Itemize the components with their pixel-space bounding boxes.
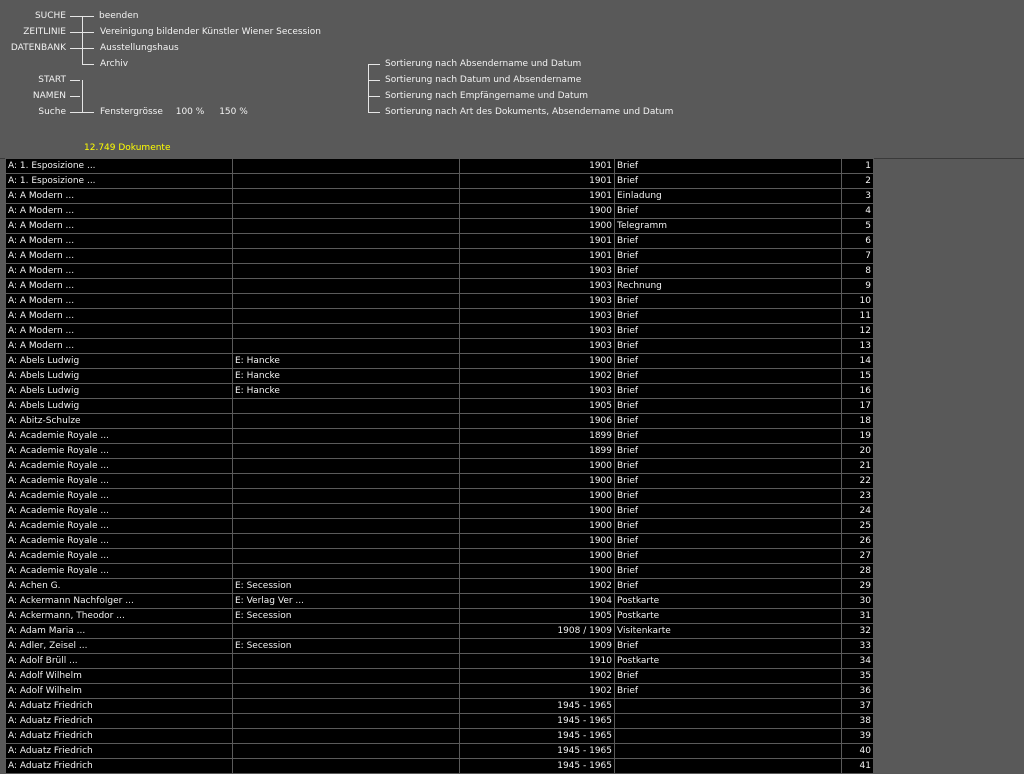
cell-art: Einladung [615,189,842,204]
cell-art: Brief [615,369,842,384]
cell-art: Brief [615,474,842,489]
table-row[interactable] [6,759,874,774]
cell-empfaenger: E: Hancke [233,369,460,384]
cell-art: Postkarte [615,654,842,669]
cell-nummer: 28 [842,564,874,579]
vereinigung-link[interactable]: Vereinigung bildender Künstler Wiener Secession [100,27,321,37]
cell-art: Brief [615,204,842,219]
table-row[interactable] [6,564,874,579]
cell-empfaenger [233,219,460,234]
cell-nummer: 40 [842,744,874,759]
cell-empfaenger [233,189,460,204]
cell-empfaenger [233,669,460,684]
sort-connector [368,112,380,113]
connector-line [82,80,83,112]
cell-nummer: 35 [842,669,874,684]
cell-datum: 1903 [460,339,615,354]
results-table-container [5,158,871,771]
sort-connector [368,96,380,97]
table-row[interactable] [6,174,874,189]
cell-datum: 1902 [460,684,615,699]
nav-namen[interactable]: NAMEN [32,91,66,101]
cell-datum: 1900 [460,354,615,369]
table-row[interactable] [6,204,874,219]
cell-datum: 1901 [460,234,615,249]
table-row[interactable] [6,594,874,609]
results-table [5,158,874,774]
cell-nummer: 2 [842,174,874,189]
fenstergroesse-text: Fenstergrösse [100,107,163,117]
table-row[interactable] [6,339,874,354]
cell-art: Brief [615,414,842,429]
table-row[interactable] [6,249,874,264]
cell-nummer: 39 [842,729,874,744]
sort-connector [368,80,380,81]
cell-absender[interactable]: A: A Modern ... [6,249,233,264]
cell-absender[interactable]: A: A Modern ... [6,324,233,339]
cell-datum: 1909 [460,639,615,654]
cell-absender[interactable]: A: A Modern ... [6,279,233,294]
cell-absender[interactable]: A: Adolf Wilhelm [6,669,233,684]
cell-datum: 1900 [460,519,615,534]
cell-art: Brief [615,444,842,459]
cell-nummer: 32 [842,624,874,639]
table-row[interactable] [6,459,874,474]
cell-empfaenger [233,474,460,489]
cell-nummer: 25 [842,519,874,534]
table-row[interactable] [6,159,874,174]
table-row[interactable] [6,579,874,594]
table-row[interactable] [6,399,874,414]
cell-datum: 1901 [460,174,615,189]
cell-art: Postkarte [615,594,842,609]
fenstergroesse-label [100,106,248,118]
table-row[interactable] [6,519,874,534]
table-row[interactable] [6,729,874,744]
connector-line [70,80,80,81]
sort-connector [368,64,380,65]
cell-empfaenger [233,534,460,549]
cell-empfaenger [233,699,460,714]
table-row[interactable] [6,384,874,399]
cell-art [615,714,842,729]
cell-datum: 1903 [460,324,615,339]
cell-empfaenger [233,444,460,459]
cell-art [615,759,842,774]
cell-datum: 1900 [460,549,615,564]
cell-nummer: 38 [842,714,874,729]
table-row[interactable] [6,414,874,429]
cell-nummer: 1 [842,159,874,174]
cell-nummer: 27 [842,549,874,564]
cell-art: Rechnung [615,279,842,294]
cell-absender[interactable]: A: Academie Royale ... [6,474,233,489]
cell-absender[interactable]: A: Achen G. [6,579,233,594]
cell-nummer: 16 [842,384,874,399]
cell-datum: 1902 [460,579,615,594]
cell-absender[interactable]: A: Abitz-Schulze [6,414,233,429]
cell-empfaenger [233,684,460,699]
cell-absender[interactable]: A: A Modern ... [6,294,233,309]
table-row[interactable] [6,504,874,519]
connector-line [82,64,94,65]
table-row[interactable] [6,489,874,504]
cell-nummer: 6 [842,234,874,249]
cell-datum: 1908 / 1909 [460,624,615,639]
cell-absender[interactable]: A: Abels Ludwig [6,399,233,414]
cell-art [615,699,842,714]
cell-empfaenger [233,294,460,309]
sort-datum-absender[interactable]: Sortierung nach Datum und Absendername [385,75,582,85]
cell-empfaenger: E: Secession [233,609,460,624]
cell-datum: 1901 [460,189,615,204]
cell-absender[interactable]: A: A Modern ... [6,234,233,249]
cell-absender[interactable]: A: A Modern ... [6,264,233,279]
cell-absender[interactable]: A: Academie Royale ... [6,564,233,579]
cell-art: Postkarte [615,609,842,624]
cell-nummer: 12 [842,324,874,339]
cell-art: Brief [615,399,842,414]
cell-datum: 1902 [460,669,615,684]
cell-datum: 1899 [460,444,615,459]
cell-absender[interactable]: A: A Modern ... [6,189,233,204]
cell-datum: 1945 - 1965 [460,729,615,744]
document-count: 12.749 Dokumente [84,143,171,153]
cell-nummer: 33 [842,639,874,654]
table-row[interactable] [6,279,874,294]
cell-nummer: 3 [842,189,874,204]
table-row[interactable] [6,534,874,549]
cell-art: Brief [615,384,842,399]
cell-empfaenger [233,429,460,444]
cell-nummer: 41 [842,759,874,774]
cell-absender[interactable]: A: Academie Royale ... [6,444,233,459]
cell-nummer: 36 [842,684,874,699]
beenden-link[interactable]: beenden [99,11,139,21]
cell-datum: 1945 - 1965 [460,699,615,714]
cell-empfaenger [233,714,460,729]
cell-datum: 1945 - 1965 [460,714,615,729]
cell-datum: 1900 [460,564,615,579]
cell-empfaenger: E: Hancke [233,384,460,399]
cell-nummer: 18 [842,414,874,429]
results-body [6,159,874,774]
cell-empfaenger [233,414,460,429]
table-row[interactable] [6,654,874,669]
cell-datum: 1904 [460,594,615,609]
cell-absender[interactable]: A: A Modern ... [6,219,233,234]
cell-empfaenger [233,759,460,774]
cell-empfaenger [233,504,460,519]
cell-datum: 1900 [460,504,615,519]
table-row[interactable] [6,549,874,564]
cell-art: Brief [615,234,842,249]
table-row[interactable] [6,354,874,369]
cell-datum: 1905 [460,609,615,624]
cell-nummer: 23 [842,489,874,504]
cell-nummer: 17 [842,399,874,414]
table-row[interactable] [6,429,874,444]
cell-nummer: 8 [842,264,874,279]
cell-nummer: 31 [842,609,874,624]
connector-line [70,32,94,33]
cell-art: Brief [615,354,842,369]
cell-art: Brief [615,489,842,504]
cell-empfaenger [233,159,460,174]
nav-suche-link[interactable]: Suche [38,107,66,117]
table-row[interactable] [6,669,874,684]
cell-art [615,729,842,744]
cell-datum: 1906 [460,414,615,429]
cell-datum: 1900 [460,459,615,474]
cell-nummer: 15 [842,369,874,384]
cell-art: Brief [615,669,842,684]
table-row[interactable] [6,684,874,699]
cell-art: Telegramm [615,219,842,234]
table-row[interactable] [6,234,874,249]
zoom-100-button[interactable]: 100 % [175,107,205,117]
cell-absender[interactable]: A: Academie Royale ... [6,534,233,549]
cell-nummer: 30 [842,594,874,609]
archiv-link[interactable]: Archiv [100,59,129,69]
cell-empfaenger [233,489,460,504]
ausstellungshaus-link[interactable]: Ausstellungshaus [100,43,179,53]
cell-datum: 1903 [460,264,615,279]
cell-empfaenger: E: Secession [233,579,460,594]
cell-absender[interactable]: A: Aduatz Friedrich [6,729,233,744]
cell-art: Brief [615,504,842,519]
connector-line [82,16,83,64]
cell-empfaenger [233,249,460,264]
cell-absender[interactable]: A: A Modern ... [6,204,233,219]
cell-empfaenger [233,309,460,324]
table-row[interactable] [6,294,874,309]
cell-absender[interactable]: A: Adolf Wilhelm [6,684,233,699]
cell-datum: 1900 [460,219,615,234]
cell-art: Brief [615,309,842,324]
cell-empfaenger [233,519,460,534]
cell-art: Brief [615,159,842,174]
cell-nummer: 11 [842,309,874,324]
cell-datum: 1910 [460,654,615,669]
cell-nummer: 13 [842,339,874,354]
cell-empfaenger [233,339,460,354]
connector-line [70,96,80,97]
cell-absender[interactable]: A: Academie Royale ... [6,429,233,444]
table-row[interactable] [6,624,874,639]
cell-absender[interactable]: A: Academie Royale ... [6,489,233,504]
cell-empfaenger [233,174,460,189]
cell-empfaenger: E: Verlag Ver ... [233,594,460,609]
cell-nummer: 37 [842,699,874,714]
table-row[interactable] [6,744,874,759]
table-row[interactable] [6,639,874,654]
cell-empfaenger [233,564,460,579]
cell-empfaenger [233,729,460,744]
cell-nummer: 10 [842,294,874,309]
cell-nummer: 14 [842,354,874,369]
cell-datum: 1900 [460,489,615,504]
cell-empfaenger [233,654,460,669]
cell-empfaenger [233,549,460,564]
cell-absender[interactable]: A: Abels Ludwig [6,384,233,399]
sort-art-absender-datum[interactable]: Sortierung nach Art des Dokuments, Absendername und Datum [385,107,674,117]
cell-nummer: 20 [842,444,874,459]
zoom-150-button[interactable]: 150 % [219,107,248,117]
nav-suche[interactable]: SUCHE [34,11,66,21]
sort-connector [368,64,369,112]
cell-art: Brief [615,294,842,309]
cell-empfaenger [233,204,460,219]
connector-line [70,112,94,113]
nav-start[interactable]: START [38,75,66,85]
cell-art: Brief [615,684,842,699]
cell-art: Brief [615,519,842,534]
cell-absender[interactable]: A: Academie Royale ... [6,504,233,519]
cell-absender[interactable]: A: Academie Royale ... [6,549,233,564]
cell-absender[interactable]: A: Aduatz Friedrich [6,699,233,714]
cell-absender[interactable]: A: A Modern ... [6,309,233,324]
cell-nummer: 34 [842,654,874,669]
table-row[interactable] [6,369,874,384]
cell-art: Brief [615,429,842,444]
cell-absender[interactable]: A: A Modern ... [6,339,233,354]
cell-absender[interactable]: A: Adam Maria ... [6,624,233,639]
cell-art [615,744,842,759]
cell-absender[interactable]: A: Aduatz Friedrich [6,714,233,729]
cell-empfaenger: E: Secession [233,639,460,654]
cell-absender[interactable]: A: Ackermann, Theodor ... [6,609,233,624]
cell-art: Brief [615,324,842,339]
cell-datum: 1901 [460,249,615,264]
cell-nummer: 29 [842,579,874,594]
cell-datum: 1900 [460,474,615,489]
cell-absender[interactable]: A: Academie Royale ... [6,459,233,474]
cell-art: Brief [615,639,842,654]
cell-absender[interactable]: A: Adolf Brüll ... [6,654,233,669]
cell-datum: 1903 [460,279,615,294]
cell-art: Brief [615,459,842,474]
cell-datum: 1903 [460,309,615,324]
cell-absender[interactable]: A: Abels Ludwig [6,354,233,369]
connector-line [70,48,94,49]
cell-absender[interactable]: A: 1. Esposizione ... [6,159,233,174]
table-row[interactable] [6,219,874,234]
cell-datum: 1945 - 1965 [460,759,615,774]
cell-art: Brief [615,579,842,594]
table-row[interactable] [6,699,874,714]
cell-nummer: 7 [842,249,874,264]
cell-art: Visitenkarte [615,624,842,639]
cell-empfaenger [233,459,460,474]
cell-art: Brief [615,339,842,354]
cell-art: Brief [615,549,842,564]
table-row[interactable] [6,309,874,324]
cell-nummer: 26 [842,534,874,549]
cell-empfaenger [233,744,460,759]
cell-datum: 1901 [460,159,615,174]
cell-art: Brief [615,534,842,549]
cell-datum: 1900 [460,204,615,219]
table-row[interactable] [6,189,874,204]
cell-absender[interactable]: A: 1. Esposizione ... [6,174,233,189]
nav-zeitlinie[interactable]: ZEITLINIE [23,27,66,37]
nav-datenbank[interactable]: DATENBANK [10,43,66,53]
cell-datum: 1900 [460,534,615,549]
cell-nummer: 24 [842,504,874,519]
cell-datum: 1903 [460,384,615,399]
cell-empfaenger [233,324,460,339]
cell-empfaenger [233,624,460,639]
cell-datum: 1903 [460,294,615,309]
cell-datum: 1902 [460,369,615,384]
table-row[interactable] [6,264,874,279]
cell-empfaenger [233,234,460,249]
table-row[interactable] [6,324,874,339]
cell-empfaenger: E: Hancke [233,354,460,369]
cell-nummer: 4 [842,204,874,219]
cell-art: Brief [615,264,842,279]
cell-absender[interactable]: A: Aduatz Friedrich [6,759,233,774]
cell-nummer: 21 [842,459,874,474]
cell-art: Brief [615,564,842,579]
cell-datum: 1945 - 1965 [460,744,615,759]
cell-art: Brief [615,249,842,264]
cell-empfaenger [233,279,460,294]
cell-nummer: 5 [842,219,874,234]
cell-empfaenger [233,399,460,414]
cell-absender[interactable]: A: Adler, Zeisel ... [6,639,233,654]
cell-nummer: 9 [842,279,874,294]
cell-datum: 1905 [460,399,615,414]
sort-absender-datum[interactable]: Sortierung nach Absendername und Datum [385,59,582,69]
table-row[interactable] [6,474,874,489]
sort-empfaenger-datum[interactable]: Sortierung nach Empfängername und Datum [385,91,589,101]
cell-empfaenger [233,264,460,279]
cell-art: Brief [615,174,842,189]
table-row[interactable] [6,444,874,459]
cell-nummer: 22 [842,474,874,489]
table-row[interactable] [6,714,874,729]
cell-absender[interactable]: A: Academie Royale ... [6,519,233,534]
cell-absender[interactable]: A: Abels Ludwig [6,369,233,384]
cell-absender[interactable]: A: Aduatz Friedrich [6,744,233,759]
header-panel [0,0,1024,159]
table-row[interactable] [6,609,874,624]
cell-absender[interactable]: A: Ackermann Nachfolger ... [6,594,233,609]
cell-nummer: 19 [842,429,874,444]
cell-datum: 1899 [460,429,615,444]
